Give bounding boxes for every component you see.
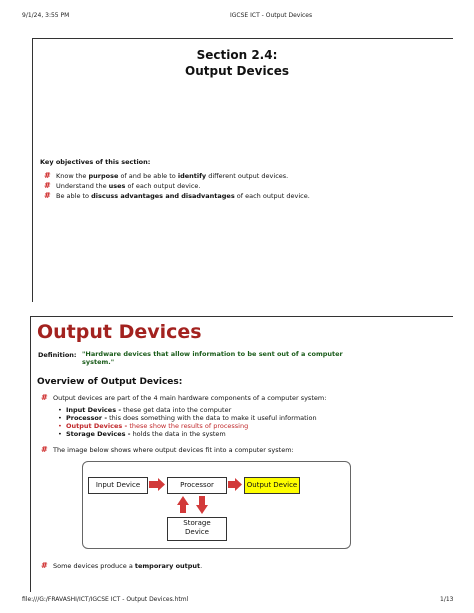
output-device-box: Output Device [244, 477, 300, 494]
definition-text-line2: system." [82, 358, 115, 366]
bullet-icon: # [41, 561, 48, 570]
overview-point: # Some devices produce a temporary output. [41, 561, 203, 570]
objectives-heading: Key objectives of this section: [40, 158, 151, 166]
arrow-icon [177, 496, 189, 513]
definition-text-line1: "Hardware devices that allow information to be sent out of a computer [82, 350, 343, 358]
processor-box: Processor [167, 477, 227, 494]
arrow-icon [228, 478, 242, 491]
arrow-icon [196, 496, 208, 514]
bullet-icon: # [41, 445, 48, 454]
definition-label: Definition: [38, 351, 77, 359]
objective-item: # Understand the uses of each output device. [44, 181, 201, 190]
section-number: Section 2.4: [196, 48, 278, 62]
component-item: • Processor - this does something with the data to make it useful information [58, 414, 317, 422]
input-device-box: Input Device [88, 477, 148, 494]
print-page-title: IGCSE ICT - Output Devices [230, 12, 313, 19]
section-title: Output Devices [185, 64, 289, 78]
overview-point: # Output devices are part of the 4 main hardware components of a computer system: [41, 393, 327, 402]
component-item: • Storage Devices - holds the data in the system [58, 430, 226, 438]
print-file-path: file:///G:/FRAVASHI/ICT/IGCSE ICT - Output Devices.html [22, 596, 189, 603]
main-title: Output Devices [37, 321, 202, 343]
bullet-icon: # [44, 171, 51, 180]
overview-heading: Overview of Output Devices: [37, 377, 183, 387]
overview-point: # The image below shows where output devices fit into a computer system: [41, 445, 294, 454]
print-datetime: 9/1/24, 3:55 PM [22, 12, 70, 19]
bullet-icon: # [44, 191, 51, 200]
arrow-icon [149, 478, 165, 491]
objective-item: # Know the purpose of and be able to identify different output devices. [44, 171, 289, 180]
bullet-icon: # [41, 393, 48, 402]
storage-device-box: Storage Device [167, 517, 227, 541]
print-page-number: 1/13 [440, 596, 454, 603]
objective-item: # Be able to discuss advantages and disadvantages of each output device. [44, 191, 310, 200]
component-item: • Input Devices - these get data into the computer [58, 406, 232, 414]
component-item: • Output Devices - these show the results of processing [58, 422, 249, 430]
bullet-icon: # [44, 181, 51, 190]
